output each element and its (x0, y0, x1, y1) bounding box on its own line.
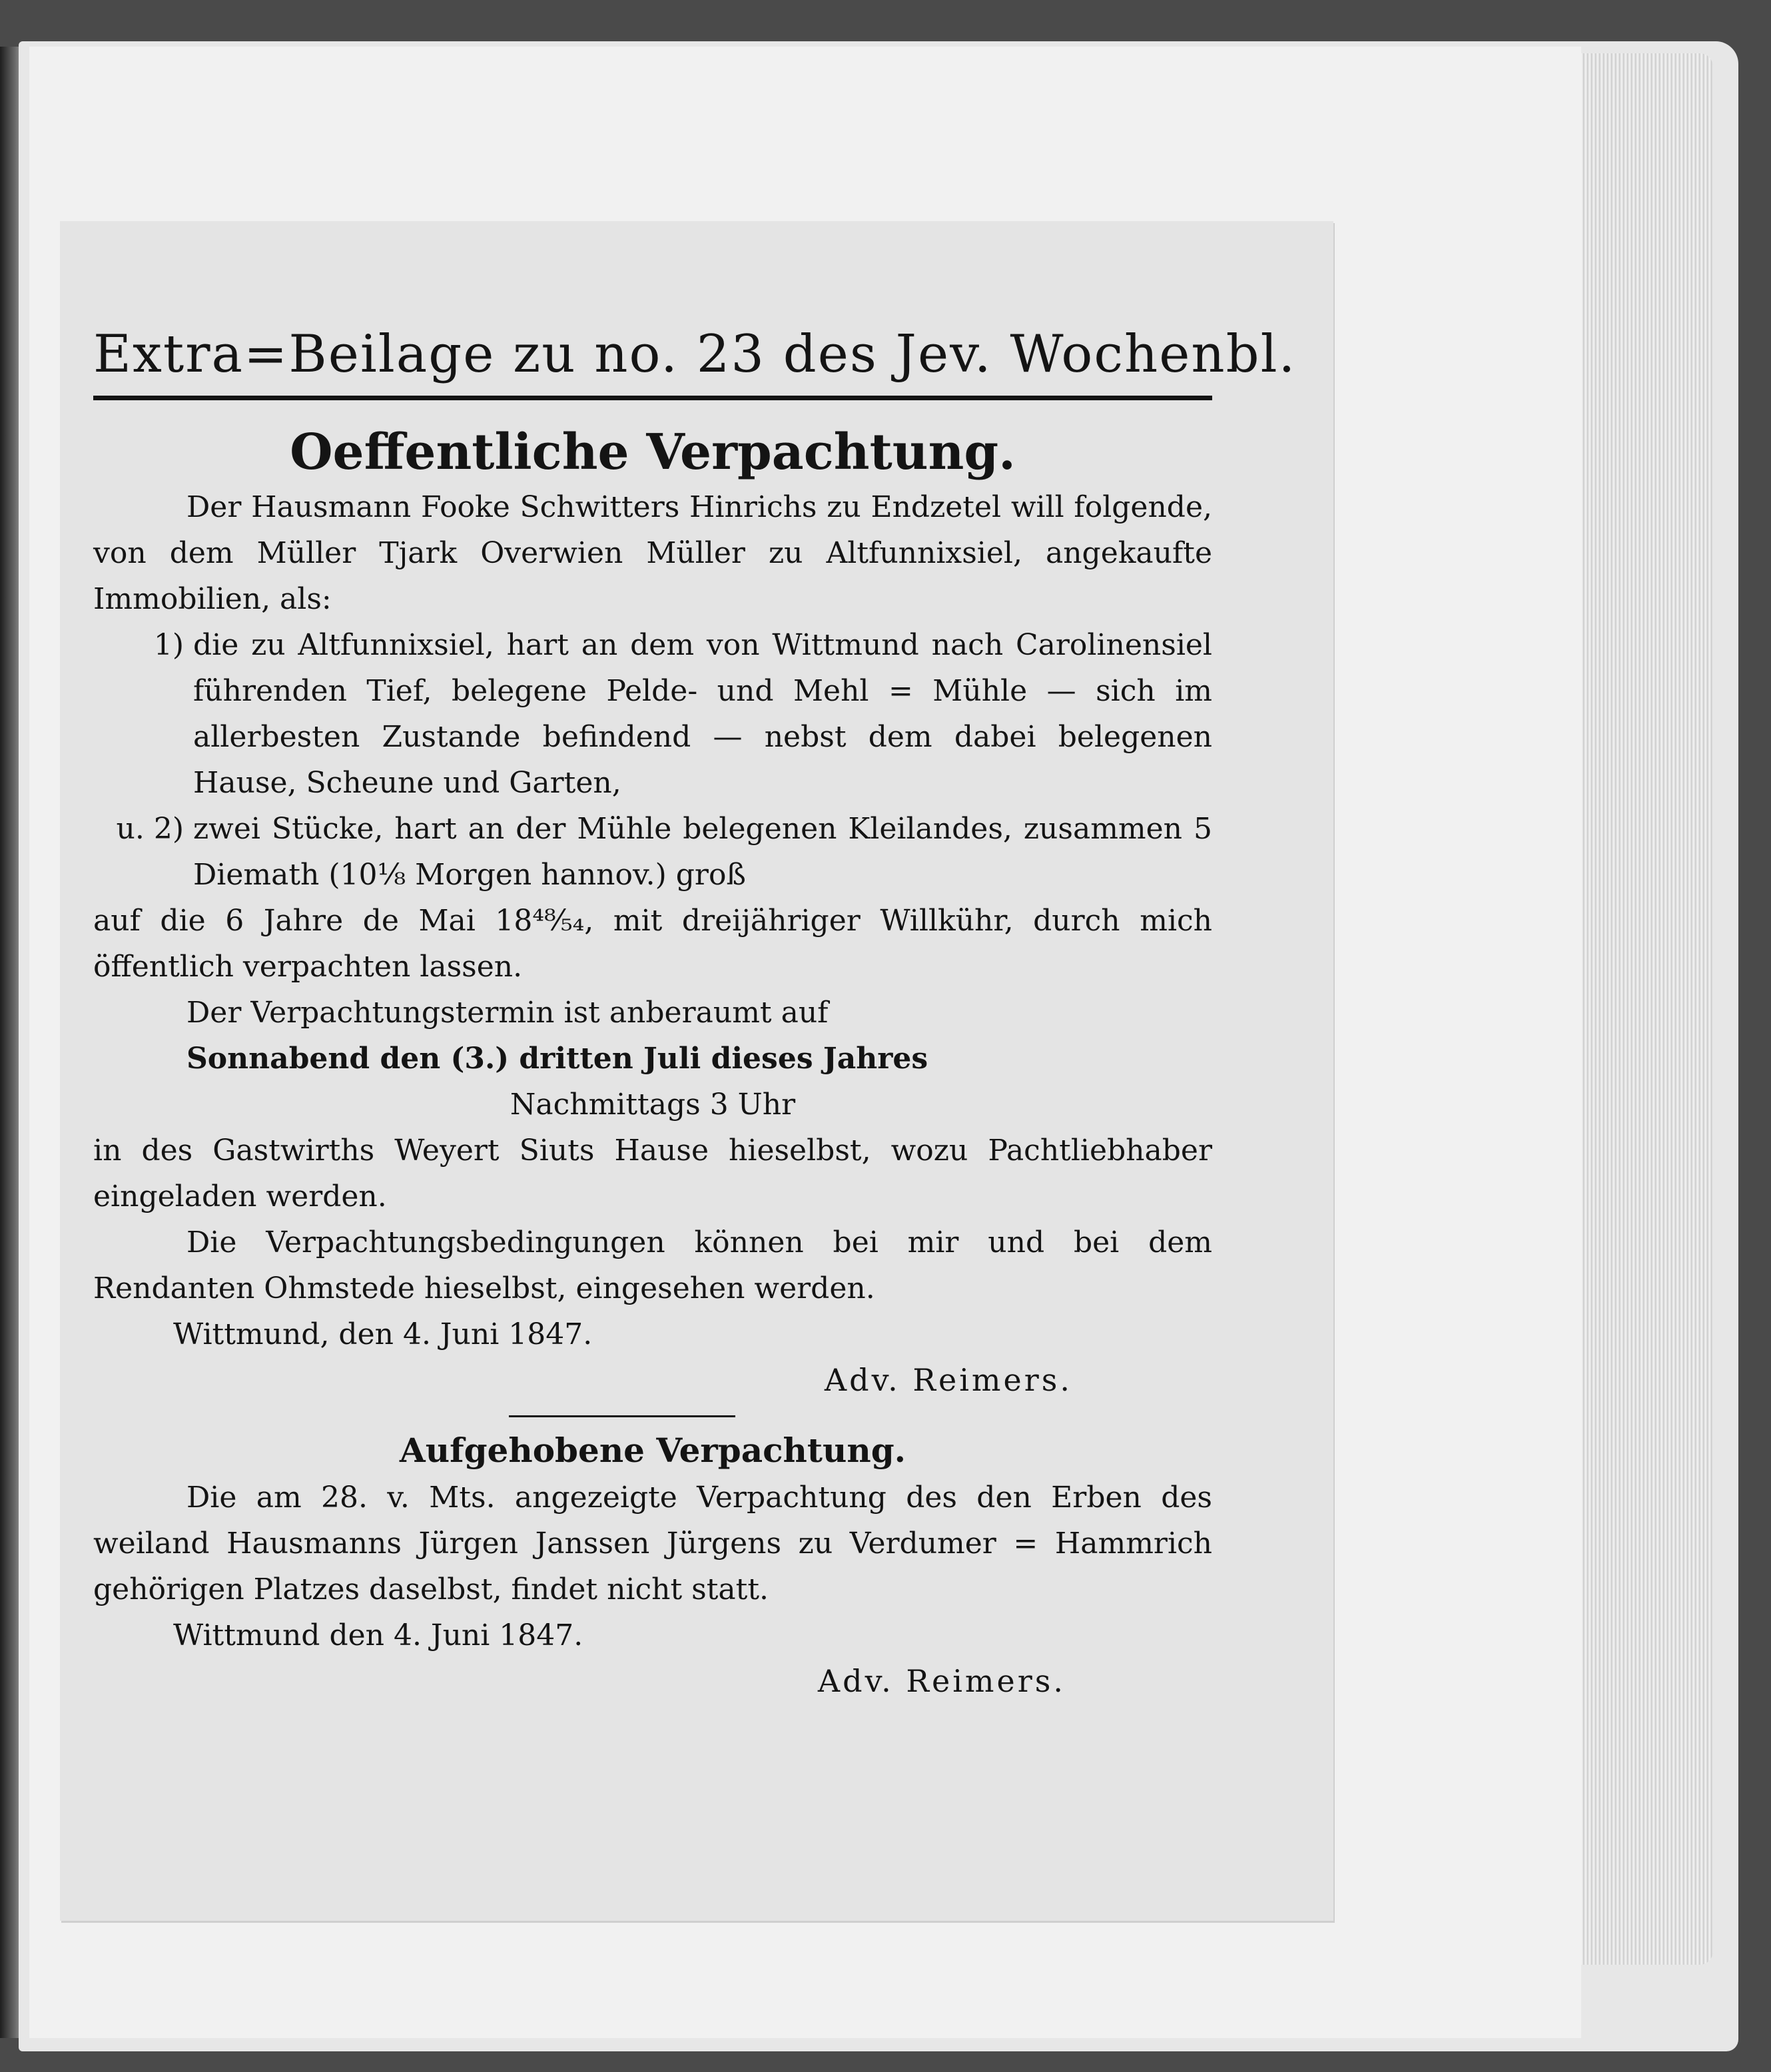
notice-title: Aufgehobene Verpachtung. (399, 1431, 906, 1470)
book-page (29, 47, 1581, 2038)
list-item (93, 806, 1212, 898)
auction-place: in des Gastwirths Weyert Siuts Hause hieselbst, wozu Pachtliebhaber eingeladen werden. (93, 1134, 1212, 1213)
list-item-text: die zu Altfunnixsiel, hart an dem von Wittmund nach Carolinensiel führenden Tief, belegene Pelde- und Mehl = Mühle — sich im allerbesten Zustande befindend — nebst dem dabei belegenen Hause, Scheune und Garten, (193, 628, 1212, 800)
masthead: Extra=Beilage zu no. 23 des Jev. Wochenbl. (93, 324, 1297, 384)
list-item-text: zwei Stücke, hart an der Mühle belegenen Kleilandes, zusammen 5 Diemath (10⅛ Morgen hannov.) groß (193, 812, 1212, 892)
lease-terms: auf die 6 Jahre de Mai 18⁴⁸⁄₅₄, mit dreijähriger Willkühr, durch mich öffentlich verpachten lassen. (93, 904, 1212, 984)
newspaper-clipping (60, 221, 1333, 1921)
clipping-content (93, 321, 1297, 1704)
notice-title: Oeffentliche Verpachtung. (290, 424, 1016, 481)
list-item (93, 622, 1212, 806)
term-day: Sonnabend den (3.) dritten Juli dieses Jahres (186, 1042, 928, 1076)
notice-date: Wittmund den 4. Juni 1847. (173, 1618, 583, 1652)
signature: Adv. Reimers. (824, 1362, 1072, 1398)
notice-intro: Der Hausmann Fooke Schwitters Hinrichs zu Endzetel will folgende, von dem Müller Tjark Overwien Müller zu Altfunnixsiel, angekaufte Immobilien, als: (93, 490, 1212, 616)
list-item-number: 1) (153, 628, 184, 662)
section-divider (509, 1415, 735, 1417)
masthead-rule (93, 396, 1212, 400)
cancellation-text: Die am 28. v. Mts. angezeigte Verpachtung des den Erben des weiland Hausmanns Jürgen Janssen Jürgens zu Verdumer = Hammrich gehörigen Platzes daselbst, findet nicht statt. (93, 1481, 1212, 1606)
notice-date: Wittmund, den 4. Juni 1847. (173, 1317, 593, 1351)
conditions-text: Die Verpachtungsbedingungen können bei mir und bei dem Rendanten Ohmstede hieselbst, eingesehen werden. (93, 1225, 1212, 1305)
list-item-number: u. 2) (116, 812, 184, 846)
term-intro: Der Verpachtungstermin ist anberaumt auf (186, 996, 829, 1030)
page-edges (1580, 53, 1713, 1965)
term-time: Nachmittags 3 Uhr (510, 1088, 796, 1122)
signature: Adv. Reimers. (817, 1663, 1066, 1699)
